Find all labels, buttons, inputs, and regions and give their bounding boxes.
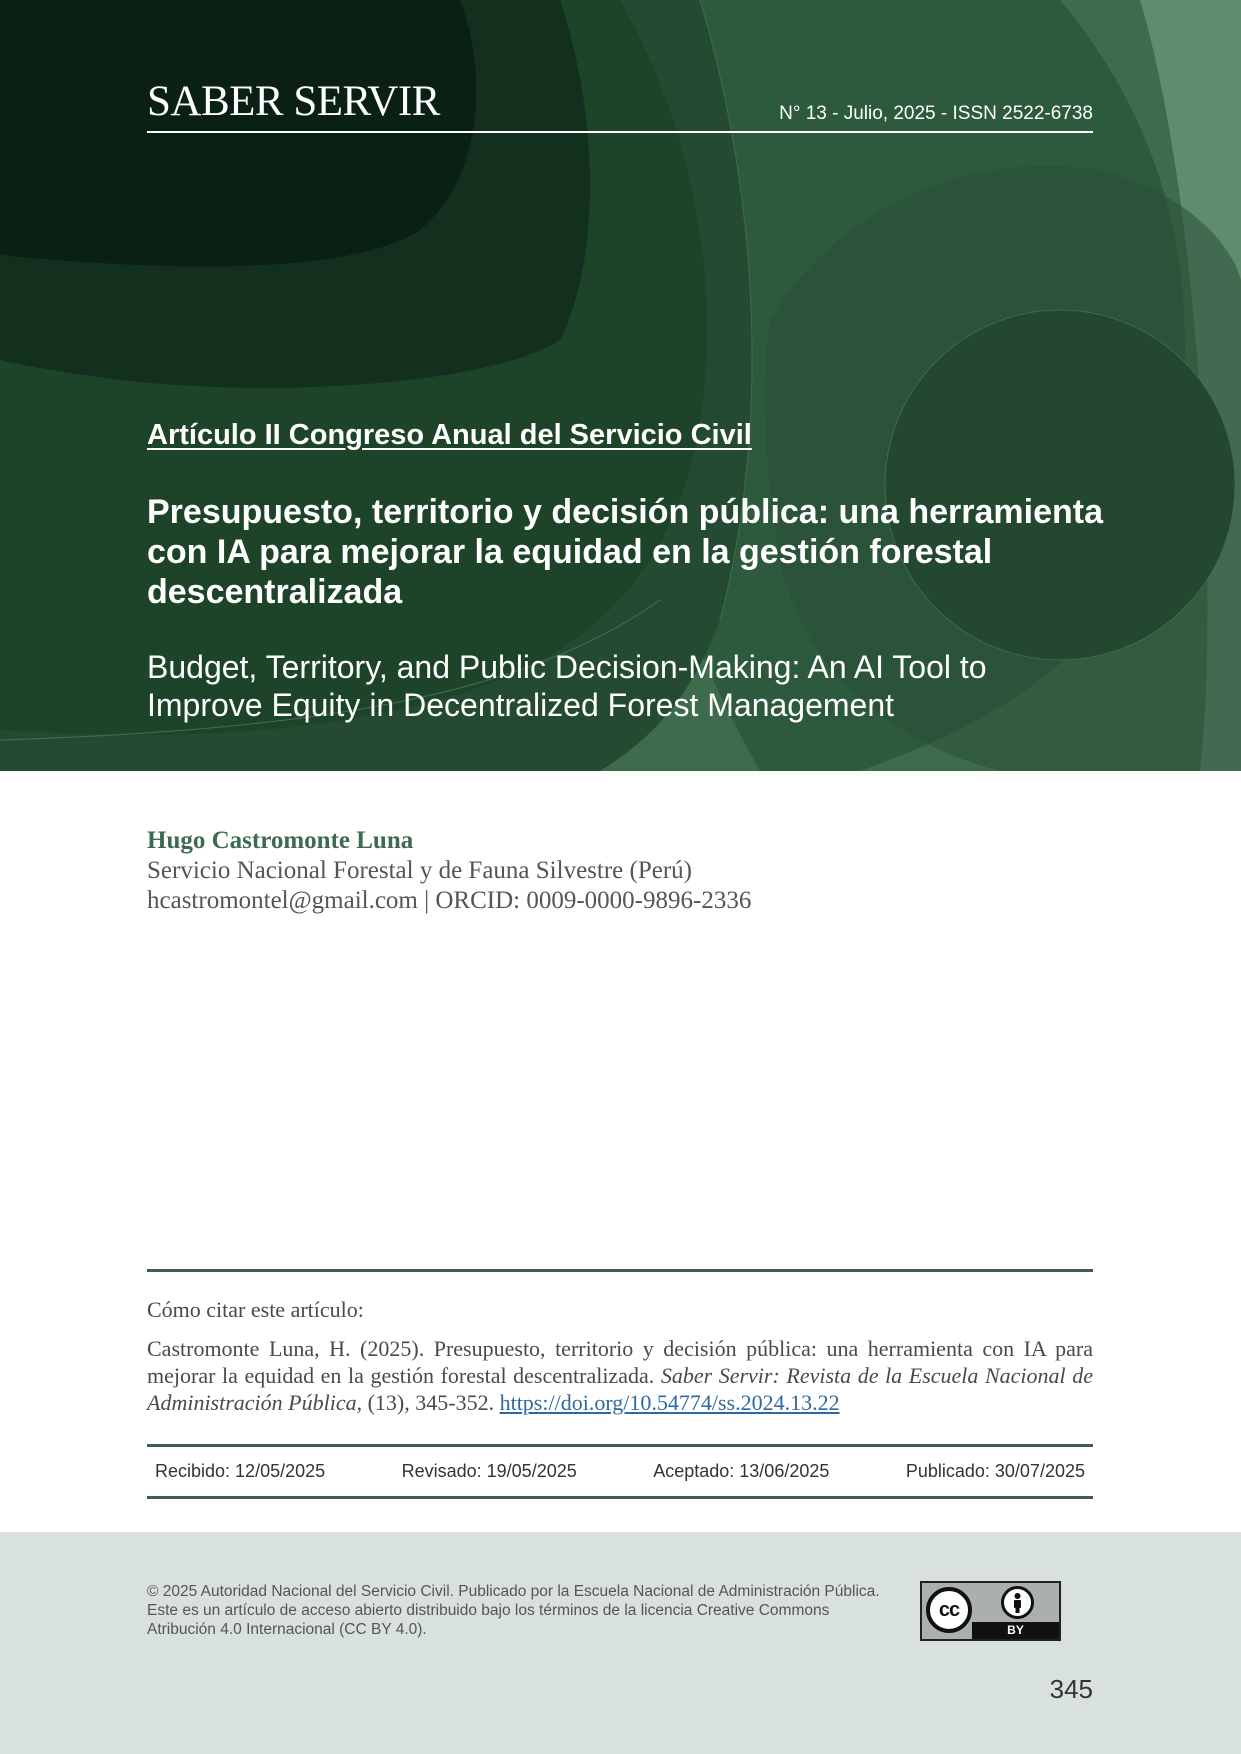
citation-text-post: , (13), 345-352.: [356, 1390, 500, 1415]
publication-dates: [147, 1447, 1093, 1496]
cc-icon: cc: [926, 1587, 972, 1633]
author-block: [147, 826, 751, 916]
citation-text-pre: Castromonte Luna, H. (2025). Presupuesto, territorio y decisión pública: una herramienta con IA para mejorar la equidad en la gestión forestal descentralizada.: [147, 1336, 1093, 1388]
journal-name: SABER SERVIR: [147, 78, 440, 125]
cover-hero: [0, 0, 1241, 771]
author-affiliation: Servicio Nacional Forestal y de Fauna Silvestre (Perú): [147, 857, 692, 884]
author-contact: hcastromontel@gmail.com | ORCID: 0009-0000-9896-2336: [147, 887, 752, 914]
issue-info: N° 13 - Julio, 2025 - ISSN 2522-6738: [779, 103, 1093, 124]
page-number: 345: [1049, 1674, 1093, 1704]
article-title-spanish: Presupuesto, territorio y decisión pública: una herramienta con IA para mejorar la equidad en la gestión forestal descentralizada: [147, 493, 1104, 611]
doi-link[interactable]: https://doi.org/10.54774/ss.2024.13.22: [499, 1390, 840, 1415]
attribution-person-icon: [1001, 1586, 1034, 1619]
date-revised: Revisado: 19/05/2025: [401, 1461, 577, 1481]
date-received: Recibido: 12/05/2025: [155, 1461, 326, 1481]
date-accepted: Aceptado: 13/06/2025: [653, 1461, 830, 1481]
author-name: Hugo Castromonte Luna: [147, 827, 414, 854]
page-footer: [0, 1532, 1241, 1754]
header-divider: [147, 131, 1093, 133]
license-text: © 2025 Autoridad Nacional del Servicio Civil. Publicado por la Escuela Nacional de Administración Pública. Este es un artículo de acceso abierto distribuido bajo los términos de la licencia Creative Commons Atribución 4.0 Internacional (CC BY 4.0).: [147, 1583, 880, 1638]
citation-heading: Cómo citar este artículo:: [147, 1297, 364, 1322]
citation-divider: [147, 1269, 1093, 1272]
article-title-english: Budget, Territory, and Public Decision-Making: An AI Tool to Improve Equity in Decentralized Forest Management: [147, 649, 987, 723]
by-label: BY: [1007, 1623, 1024, 1637]
article-section-label: Artículo II Congreso Anual del Servicio Civil: [147, 419, 752, 451]
dates-divider-bottom: [147, 1496, 1093, 1499]
citation-journal: Saber Servir: Revista de la Escuela Nacional de Administración Pública: [147, 1363, 1093, 1415]
date-published: Publicado: 30/07/2025: [905, 1461, 1085, 1481]
citation-text: [147, 1335, 1093, 1416]
cc-by-license-badge[interactable]: [920, 1581, 1061, 1641]
